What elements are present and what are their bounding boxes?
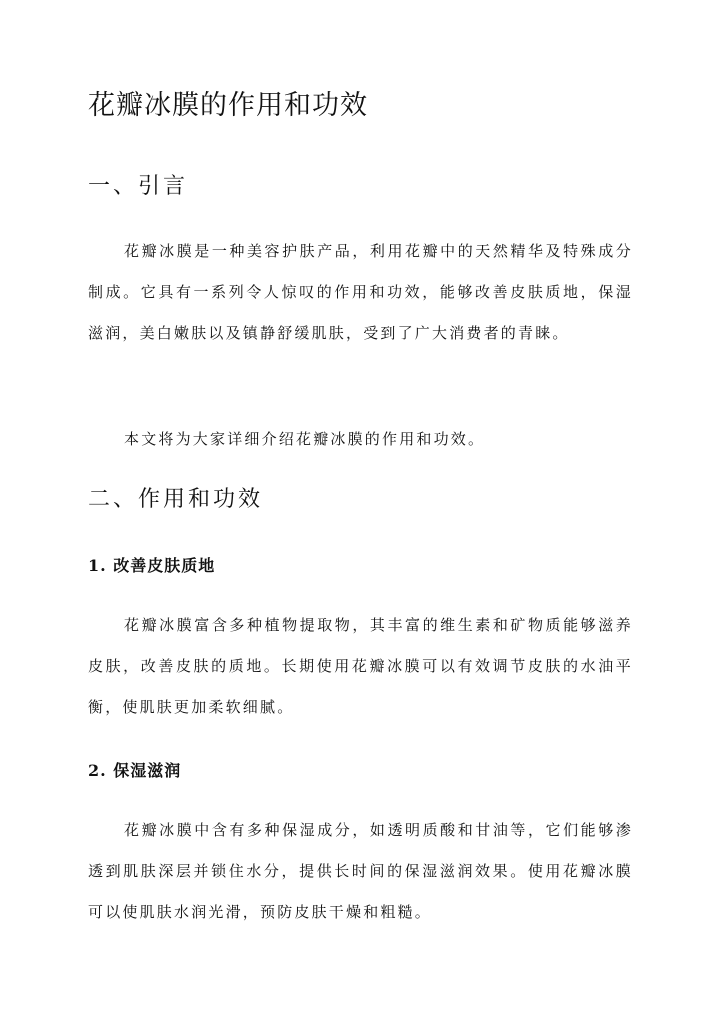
subsection-heading-skin-texture: 1. 改善皮肤质地 xyxy=(88,556,216,575)
document-title: 花瓣冰膜的作用和功效 xyxy=(88,90,368,121)
skin-texture-paragraph: 花瓣冰膜富含多种植物提取物，其丰富的维生素和矿物质能够滋养皮肤，改善皮肤的质地。长期使用花瓣冰膜可以有效调节皮肤的水油平衡，使肌肤更加柔软细腻。 xyxy=(88,616,633,716)
section-heading-effects: 二、作用和功效 xyxy=(88,487,264,512)
intro-paragraph-2: 本文将为大家详细介绍花瓣冰膜的作用和功效。 xyxy=(124,430,486,448)
intro-paragraph-1: 花瓣冰膜是一种美容护肤产品，利用花瓣中的天然精华及特殊成分制成。它具有一系列令人惊叹的作用和功效，能够改善皮肤质地，保湿滋润，美白嫩肤以及镇静舒缓肌肤，受到了广大消费者的青睐。 xyxy=(88,242,633,342)
moisturizing-paragraph: 花瓣冰膜中含有多种保湿成分，如透明质酸和甘油等，它们能够渗透到肌肤深层并锁住水分，提供长时间的保湿滋润效果。使用花瓣冰膜可以使肌肤水润光滑，预防皮肤干燥和粗糙。 xyxy=(88,821,633,921)
subsection-heading-moisturizing: 2. 保湿滋润 xyxy=(88,761,182,780)
section-heading-introduction: 一、引言 xyxy=(88,174,189,199)
